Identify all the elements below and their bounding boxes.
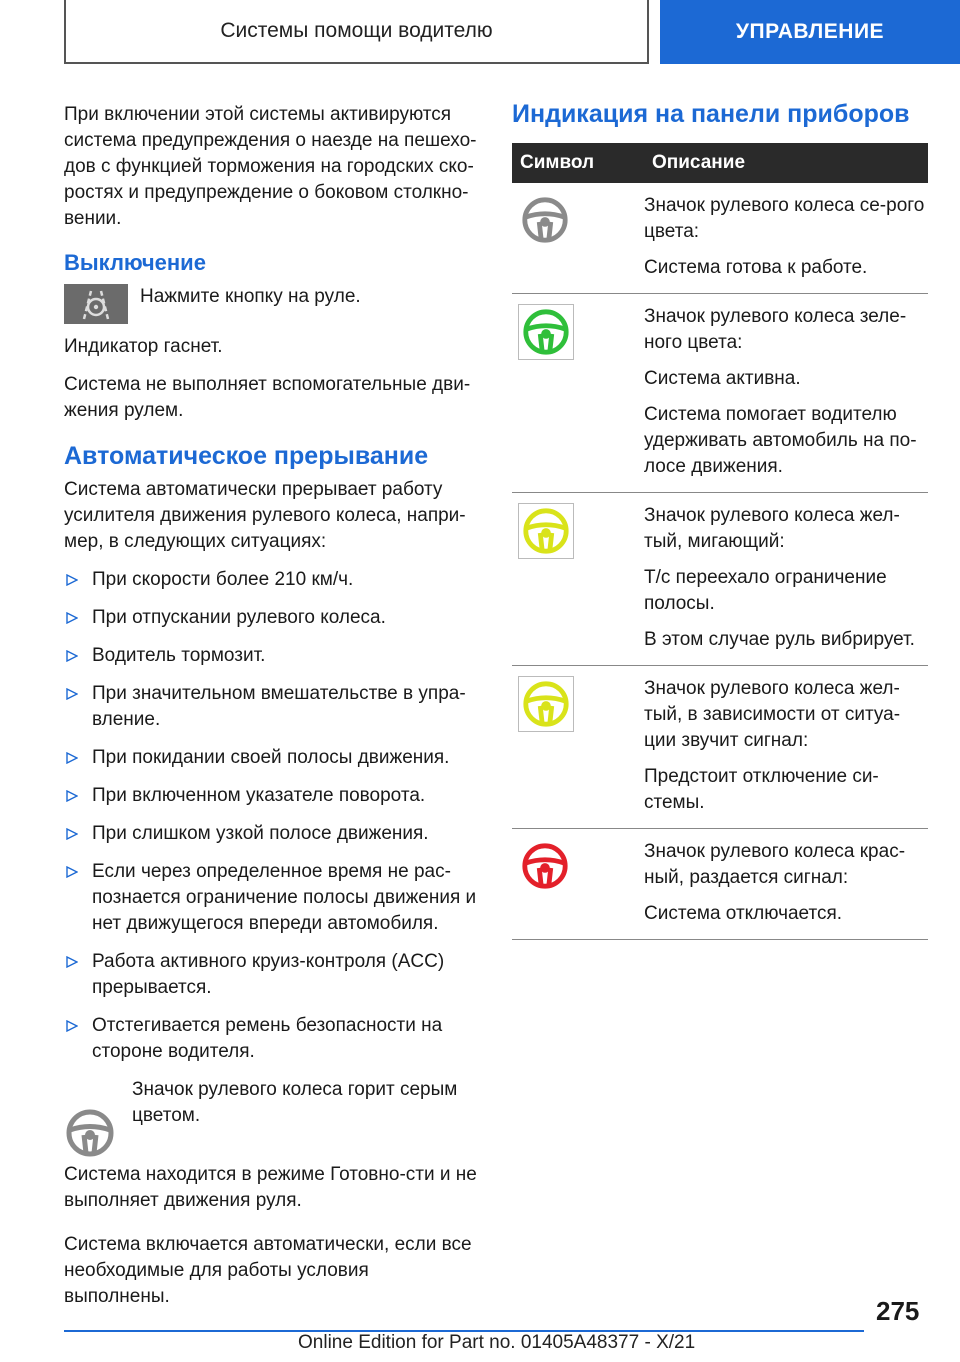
table-row (512, 666, 928, 829)
steering-wheel-green-icon (518, 304, 574, 360)
indication-table (512, 143, 928, 940)
bullet-triangle-icon (66, 650, 78, 662)
table-cell-description (644, 829, 928, 940)
description-line: Т/с переехало ограничение полосы. (644, 567, 887, 614)
list-item (64, 821, 479, 847)
list-item-text: При значительном вмешательстве в упра-вление. (92, 683, 466, 730)
table-header-description: Описание (644, 143, 928, 183)
final-paragraph: Система включается автоматически, если все необходимые для работы условия выполнены. (64, 1234, 472, 1307)
gray-wheel-text-2: Система находится в режиме Готовно-сти и не выполняет движения руля. (64, 1164, 477, 1211)
list-item-text: Работа активного круиз-контроля (ACC) прерывается. (92, 951, 445, 998)
description-line: Система готова к работе. (644, 257, 868, 278)
description-line: Система помогает водителю удерживать автомобиль на по-лосе движения. (644, 404, 917, 477)
steering-wheel-gray-icon (64, 1077, 122, 1164)
list-item-text: При скорости более 210 км/ч. (92, 569, 354, 590)
off-result-1: Индикатор гаснет. (64, 336, 223, 357)
description-line: Система активна. (644, 368, 801, 389)
bullet-triangle-icon (66, 828, 78, 840)
gray-wheel-text-1: Значок рулевого колеса горит серым цветом. (132, 1079, 458, 1126)
bullet-triangle-icon (66, 688, 78, 700)
off-result-2: Система не выполняет вспомогательные дви-жения рулем. (64, 374, 471, 421)
auto-interrupt-heading: Автоматическое прерывание (64, 442, 429, 470)
bullet-triangle-icon (66, 790, 78, 802)
table-row (512, 183, 928, 294)
bullet-triangle-icon (66, 752, 78, 764)
list-item (64, 1013, 479, 1065)
description-line: Значок рулевого колеса жел-тый, в зависимости от ситуа-ции звучит сигнал: (644, 678, 901, 751)
list-item-text: При слишком узкой полосе движения. (92, 823, 429, 844)
left-column (64, 102, 479, 1322)
off-instruction: Нажмите кнопку на руле. (140, 286, 361, 307)
list-item-text: При покидании своей полосы движения. (92, 747, 450, 768)
table-cell-description (644, 294, 928, 493)
steering-wheel-red-icon (518, 839, 572, 893)
lane-assist-button-icon (64, 284, 128, 324)
description-line: Значок рулевого колеса зеле-ного цвета: (644, 306, 907, 353)
list-item (64, 643, 479, 669)
off-instruction-row (64, 284, 479, 324)
indication-heading: Индикация на панели приборов (512, 100, 910, 128)
description-line: В этом случае руль вибрирует. (644, 629, 915, 650)
list-item-text: При включенном указателе поворота. (92, 785, 426, 806)
list-item (64, 681, 479, 733)
list-item-text: Отстегивается ремень безопасности на стороне водителя. (92, 1015, 443, 1062)
off-heading: Выключение (64, 250, 206, 275)
description-line: Значок рулевого колеса жел-тый, мигающий: (644, 505, 900, 552)
intro-paragraph: При включении этой системы активируются система предупреждения о наезде на пешехо-дов с функцией торможения на городских ско-ростях и предупреждение о боковом столкно-вении. (64, 104, 477, 229)
table-header-row (512, 143, 928, 183)
bullet-triangle-icon (66, 1020, 78, 1032)
bullet-triangle-icon (66, 612, 78, 624)
bullet-triangle-icon (66, 956, 78, 968)
table-cell-symbol (512, 294, 644, 493)
table-header-symbol: Символ (512, 143, 644, 183)
list-item (64, 783, 479, 809)
steering-wheel-yellow-icon (518, 503, 574, 559)
table-row (512, 829, 928, 940)
list-item (64, 605, 479, 631)
list-item (64, 949, 479, 1001)
right-column (512, 100, 928, 940)
table-cell-description (644, 493, 928, 666)
table-cell-symbol (512, 183, 644, 294)
list-item-text: При отпускании рулевого колеса. (92, 607, 386, 628)
steering-wheel-gray-icon (518, 193, 572, 247)
table-cell-symbol (512, 493, 644, 666)
header-chapter-tab: УПРАВЛЕНИЕ (660, 0, 960, 64)
gray-wheel-row (64, 1077, 479, 1164)
table-cell-symbol (512, 829, 644, 940)
table-row (512, 493, 928, 666)
auto-interrupt-intro: Система автоматически прерывает работу усилителя движения рулевого колеса, напри-мер, в следующих ситуациях: (64, 479, 466, 552)
table-row (512, 294, 928, 493)
list-item-text: Если через определенное время не рас-познается ограничение полосы движения и нет движущегося впереди автомобиля. (92, 861, 477, 934)
steering-wheel-yellow-icon (518, 676, 574, 732)
header-section-title: Системы помощи водителю (64, 0, 649, 64)
page-number: 275 (876, 1296, 920, 1326)
description-line: Предстоит отключение си-стемы. (644, 766, 879, 813)
footer-edition: Online Edition for Part no. 01405A48377 - X/21 (298, 1332, 696, 1353)
bullet-triangle-icon (66, 574, 78, 586)
description-line: Система отключается. (644, 903, 843, 924)
list-item (64, 567, 479, 593)
list-item (64, 859, 479, 937)
table-cell-symbol (512, 666, 644, 829)
description-line: Значок рулевого колеса крас-ный, раздается сигнал: (644, 841, 906, 888)
interrupt-conditions-list (64, 567, 479, 1065)
list-item-text: Водитель тормозит. (92, 645, 266, 666)
table-cell-description (644, 183, 928, 294)
table-cell-description (644, 666, 928, 829)
list-item (64, 745, 479, 771)
description-line: Значок рулевого колеса се-рого цвета: (644, 195, 925, 242)
bullet-triangle-icon (66, 866, 78, 878)
